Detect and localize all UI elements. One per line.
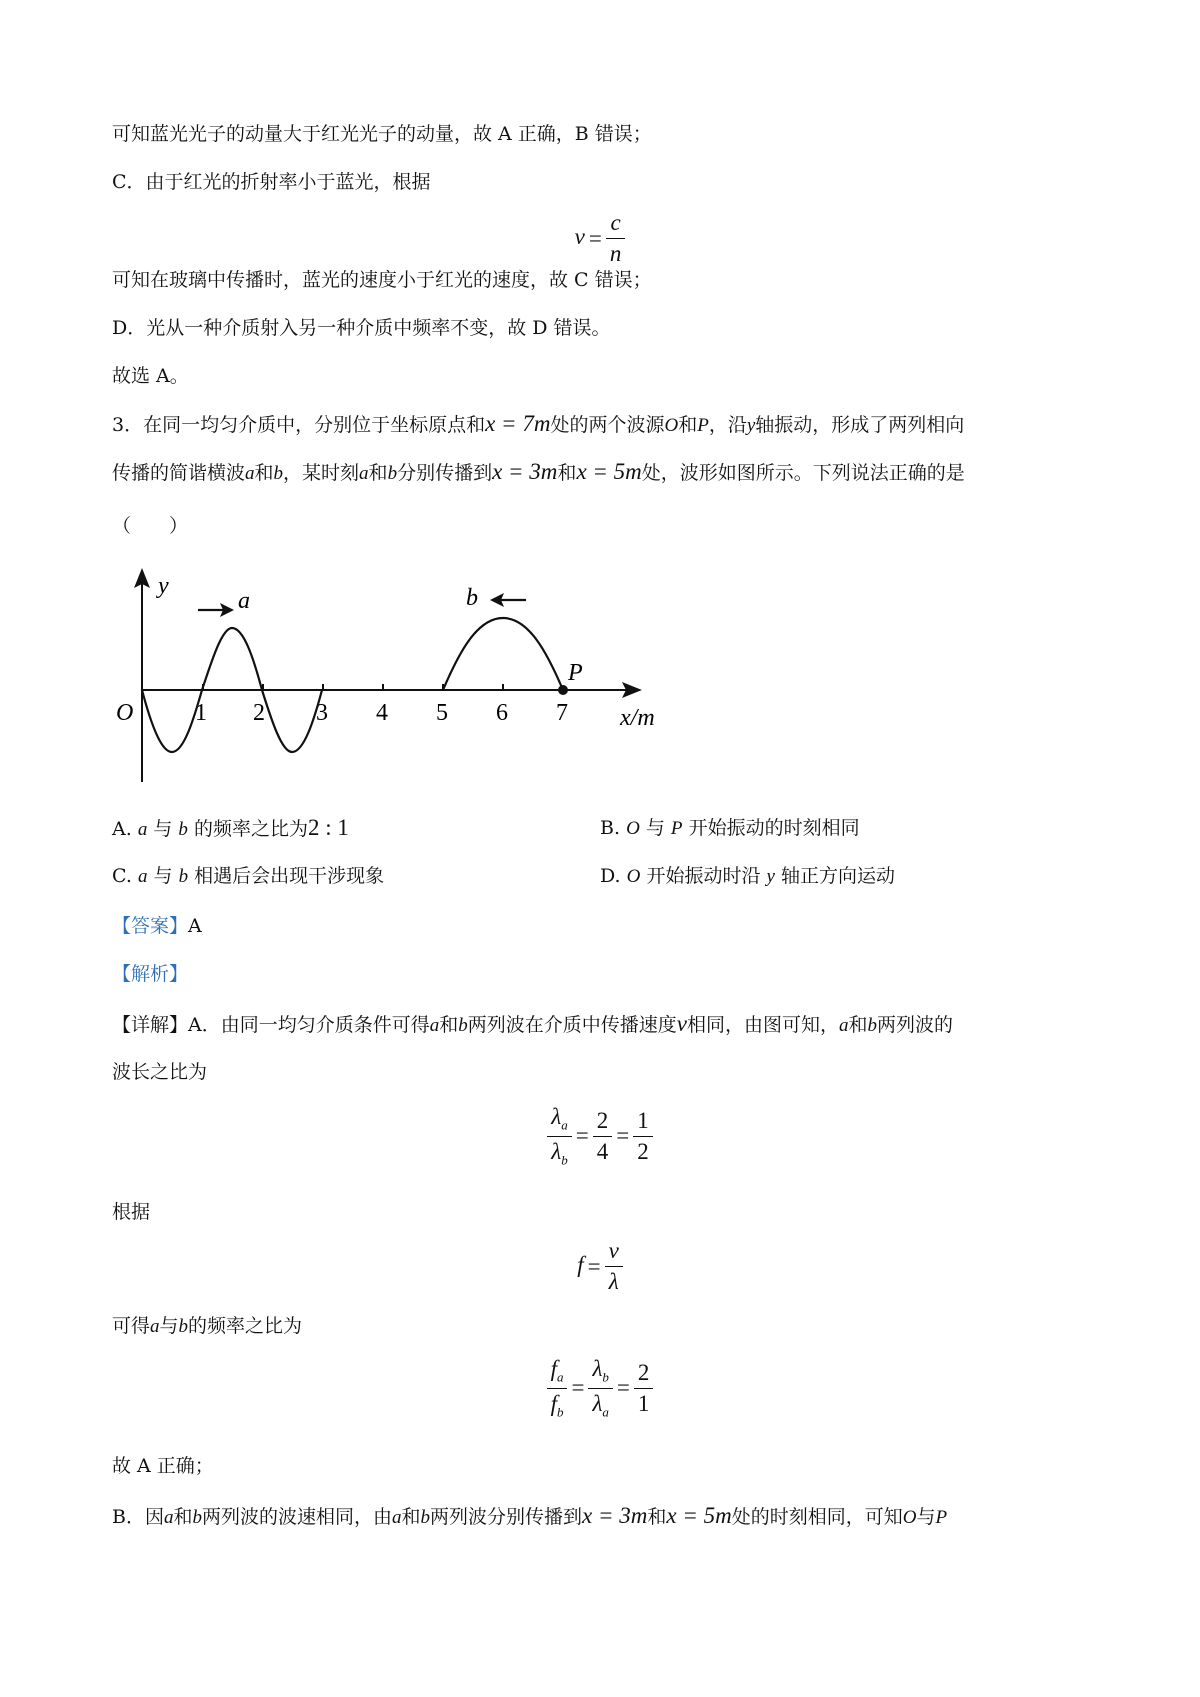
text: 处的两个波源 xyxy=(550,414,665,436)
num: 1 xyxy=(633,1108,653,1137)
var-b: b xyxy=(178,1316,189,1337)
option-d xyxy=(600,862,895,891)
text: 开始振动时沿 xyxy=(646,865,761,887)
formula-num: c xyxy=(606,210,626,239)
den: 1 xyxy=(637,1390,650,1416)
text: 处的时刻相同，可知 xyxy=(731,1506,903,1528)
var-v: v xyxy=(676,1011,687,1036)
text: 和 xyxy=(647,1506,667,1528)
var-O: O xyxy=(902,1507,917,1528)
option-label: A. xyxy=(112,818,132,840)
text: 两列波在介质中传播速度 xyxy=(467,1014,677,1036)
text: ，某时刻 xyxy=(283,462,360,484)
var-O: O xyxy=(664,415,679,436)
text: 与 xyxy=(645,817,665,839)
var-b: b xyxy=(192,1507,202,1528)
text: 分别传播到 xyxy=(397,462,493,484)
text: 与 xyxy=(916,1506,936,1528)
formula-den: n xyxy=(609,241,622,266)
text-line: 可知蓝光光子的动量大于红光光子的动量，故 A 正确，B 错误； xyxy=(112,123,652,145)
var-b: b xyxy=(273,463,284,484)
text-line: C．由于红光的折射率小于蓝光，根据 xyxy=(112,171,431,193)
text: 和 xyxy=(557,462,577,484)
point-P xyxy=(558,685,568,695)
wave-a-label: a xyxy=(238,588,250,614)
text-line: D．光从一种介质射入另一种介质中频率不变，故 D 错误。 xyxy=(112,317,611,339)
detail-line xyxy=(112,1502,947,1532)
sub: a xyxy=(561,1117,568,1133)
x-axis-label: x/m xyxy=(620,705,655,731)
wave-b-curve xyxy=(443,618,563,690)
lhs: f xyxy=(577,1251,584,1277)
text: B．因 xyxy=(112,1506,164,1528)
ratio: 2 : 1 xyxy=(307,815,349,840)
formula-wavelength-ratio: $\frac{\lambda_a}{\lambda_b}$ = $\frac{2}{4}$ = $\frac{1}{2}$ xyxy=(0,1104,1200,1168)
tick-label-1: 1 xyxy=(195,700,207,726)
den: 4 xyxy=(596,1138,609,1164)
detail-line: 故 A 正确； xyxy=(112,1455,214,1477)
den: λ xyxy=(608,1269,619,1294)
math-x5: x = 5m xyxy=(666,1503,732,1528)
text: 相遇后会出现干涉现象 xyxy=(194,865,385,887)
detail-line: 波长之比为 xyxy=(112,1061,208,1083)
den: 2 xyxy=(637,1138,649,1164)
text: 可得 xyxy=(112,1315,151,1337)
option-label: D. xyxy=(600,865,621,887)
text: 和 xyxy=(173,1506,193,1528)
text: 3．在同一均匀介质中，分别位于坐标原点和 xyxy=(112,414,486,436)
text: 与 xyxy=(153,865,173,887)
text: 和 xyxy=(368,462,388,484)
f: f xyxy=(550,1390,557,1416)
text: 开始振动的时刻相同 xyxy=(688,817,860,839)
text: 两列波的波速相同，由 xyxy=(201,1506,392,1528)
var: O xyxy=(626,866,641,887)
var-y: y xyxy=(746,415,756,436)
option-b xyxy=(600,814,860,843)
tick-label-7: 7 xyxy=(556,700,568,726)
num: 2 xyxy=(634,1360,654,1389)
text: 【详解】A．由同一均匀介质条件可得 xyxy=(112,1014,430,1036)
var: a xyxy=(137,819,148,840)
option-c xyxy=(112,862,384,891)
analysis-tag: 【解析】 xyxy=(112,963,189,985)
text: 和 xyxy=(848,1014,868,1036)
point-P-label: P xyxy=(568,660,583,686)
text: 处，波形如图所示。下列说法正确的是 xyxy=(641,462,965,484)
text: 和 xyxy=(439,1014,459,1036)
text: 两列波分别传播到 xyxy=(430,1506,583,1528)
lambda: λ xyxy=(592,1390,603,1416)
text: 两列波的 xyxy=(877,1014,954,1036)
math-x7: x = 7m xyxy=(485,411,551,436)
text: 的频率之比为 xyxy=(188,1315,303,1337)
y-axis-label: y xyxy=(158,573,169,599)
f: f xyxy=(550,1356,557,1381)
var-b: b xyxy=(387,463,398,484)
var: O xyxy=(626,818,640,839)
var-a: a xyxy=(359,463,369,484)
num: v xyxy=(605,1238,623,1267)
var: b xyxy=(178,866,189,887)
formula-frequency: f = $\frac{v}{\lambda}$ xyxy=(0,1238,1200,1295)
text: 与 xyxy=(159,1315,179,1337)
question-line xyxy=(112,458,965,488)
text: 轴正方向运动 xyxy=(780,865,895,887)
var-a: a xyxy=(150,1316,160,1337)
detail-line: 根据 xyxy=(112,1201,151,1223)
text-line: 故选 A。 xyxy=(112,365,189,387)
text-line: 可知在玻璃中传播时，蓝光的速度小于红光的速度，故 C 错误； xyxy=(112,269,652,291)
tick-label-3: 3 xyxy=(316,700,328,726)
num: 2 xyxy=(593,1108,613,1137)
wave-b-label: b xyxy=(466,585,478,611)
sub: b xyxy=(561,1152,568,1168)
formula-v: v = $\frac{c}{n}$ xyxy=(0,210,1200,267)
formula-lhs: v xyxy=(574,223,585,249)
text: ，沿 xyxy=(708,414,747,436)
var: y xyxy=(766,866,775,887)
sub: a xyxy=(556,1369,564,1385)
question-line xyxy=(112,410,964,440)
option-label: C. xyxy=(112,865,132,887)
var-a: a xyxy=(839,1015,849,1036)
text: 传播的简谐横波 xyxy=(112,462,246,484)
lambda: λ xyxy=(551,1104,562,1129)
sub: a xyxy=(602,1404,609,1420)
var: a xyxy=(137,866,148,887)
text: 和 xyxy=(254,462,274,484)
option-label: B. xyxy=(600,817,621,839)
detail-line xyxy=(112,1010,953,1040)
var-a: a xyxy=(429,1015,440,1036)
origin-label: O xyxy=(116,700,134,726)
answer-line xyxy=(112,912,202,940)
var-a: a xyxy=(392,1507,402,1528)
var-b: b xyxy=(458,1015,468,1036)
answer-blank: （ ） xyxy=(112,515,189,537)
wave-figure xyxy=(100,560,680,800)
text: 和 xyxy=(678,414,698,436)
var: P xyxy=(670,818,683,839)
lambda: λ xyxy=(592,1356,603,1381)
math-x5: x = 5m xyxy=(576,459,642,484)
var-b: b xyxy=(420,1507,431,1528)
text: 和 xyxy=(401,1506,421,1528)
var-b: b xyxy=(867,1015,878,1036)
var-a: a xyxy=(163,1507,174,1528)
answer-value: A xyxy=(188,915,202,937)
x-tick-labels xyxy=(195,700,568,726)
var: b xyxy=(178,819,188,840)
sub: b xyxy=(556,1404,564,1420)
var-a: a xyxy=(245,463,255,484)
formula-frequency-ratio: $\frac{f_a}{f_b}$ = $\frac{\lambda_b}{\lambda_a}$ = $\frac{2}{1}$ xyxy=(0,1356,1200,1420)
math-x3: x = 3m xyxy=(582,1503,648,1528)
text: 的频率之比为 xyxy=(193,818,308,840)
option-a xyxy=(112,814,349,844)
text: 与 xyxy=(153,818,173,840)
sub: b xyxy=(602,1369,609,1385)
tick-label-4: 4 xyxy=(376,700,388,726)
text: 相同，由图可知， xyxy=(686,1014,839,1036)
lambda: λ xyxy=(551,1138,562,1164)
tick-label-6: 6 xyxy=(496,700,508,726)
detail-line xyxy=(112,1312,302,1341)
math-x3: x = 3m xyxy=(492,459,558,484)
tick-label-5: 5 xyxy=(436,700,448,726)
answer-tag: 【答案】 xyxy=(112,915,189,937)
var-P: P xyxy=(935,1507,948,1528)
tick-label-2: 2 xyxy=(253,700,265,726)
var-P: P xyxy=(697,415,709,436)
text: 轴振动，形成了两列相向 xyxy=(755,414,965,436)
